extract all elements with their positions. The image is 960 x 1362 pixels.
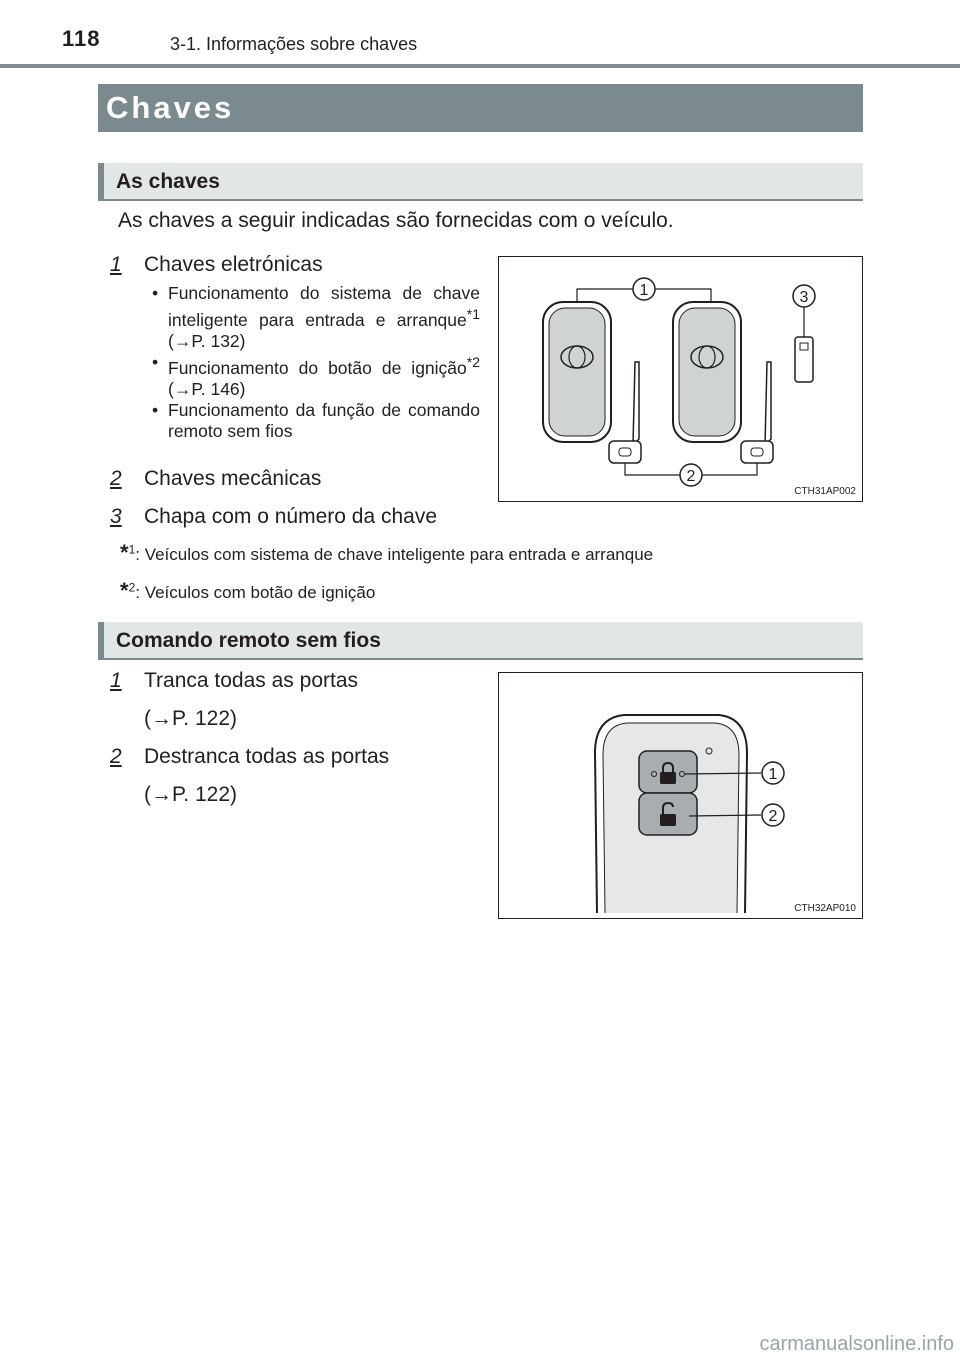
watermark: carmanualsonline.info: [759, 1333, 954, 1355]
smart-key-2-face: [679, 308, 735, 436]
item-label-chaves-eletronicas: Chaves eletrónicas: [144, 253, 323, 276]
remote-illustration: [499, 673, 862, 918]
section-heading-label: Comando remoto sem fios: [116, 629, 381, 652]
svg-text:2: 2: [686, 468, 696, 485]
page-number: 118: [62, 26, 101, 51]
item-ref: (→P. 122): [144, 707, 237, 730]
title-bar: [98, 84, 863, 132]
header-rule: [0, 64, 960, 68]
item-number: 2: [110, 467, 122, 490]
item-label-chapa-numero: Chapa com o número da chave: [144, 505, 438, 528]
remote-figure: [498, 672, 863, 919]
section-heading-label: As chaves: [116, 170, 220, 193]
smart-key-1-face: [549, 308, 605, 436]
mechanical-key-blade-1: [633, 362, 639, 445]
item-label-tranca: Tranca todas as portas: [144, 669, 358, 692]
item-ref: (→P. 122): [144, 783, 237, 806]
bullet-item: • Funcionamento da função de comando remoto sem fios: [148, 400, 480, 442]
item-label-destranca: Destranca todas as portas: [144, 745, 390, 768]
figure-code: CTH31AP002: [794, 486, 856, 497]
mechanical-key-blade-2: [765, 362, 771, 445]
bullet-item: • Funcionamento do sistema de chave inteligente para entrada e arranque$^{*1}$ (→P. 132): [148, 283, 480, 352]
keys-illustration: [499, 257, 862, 501]
intro-text: As chaves a seguir indicadas são fornecidas com o veículo.: [118, 209, 674, 232]
item-number: 1: [110, 669, 122, 692]
svg-text:3: 3: [799, 289, 809, 306]
page-title: Chaves: [106, 90, 235, 125]
item-number: 1: [110, 253, 122, 276]
item-label-chaves-mecanicas: Chaves mecânicas: [144, 467, 322, 490]
footnote-2: *$^2$: Veículos com botão de ignição: [120, 578, 376, 603]
item-number: 3: [110, 505, 122, 528]
svg-text:1: 1: [768, 766, 778, 783]
section-heading-as-chaves: [98, 163, 863, 201]
footnote-1: *$^1$: Veículos com sistema de chave inteligente para entrada e arranque: [120, 540, 654, 565]
section-heading-comando-remoto: [98, 622, 863, 660]
figure-code: CTH32AP010: [794, 903, 856, 914]
keys-figure: [498, 256, 863, 502]
svg-text:2: 2: [768, 808, 778, 825]
bullet-item: • Funcionamento do botão de ignição$^{*2}$ (→P. 146): [148, 352, 480, 400]
item-number: 2: [110, 745, 122, 768]
svg-text:1: 1: [639, 282, 649, 299]
bullet-list: [148, 283, 480, 442]
running-head: 3-1. Informações sobre chaves: [170, 34, 418, 54]
